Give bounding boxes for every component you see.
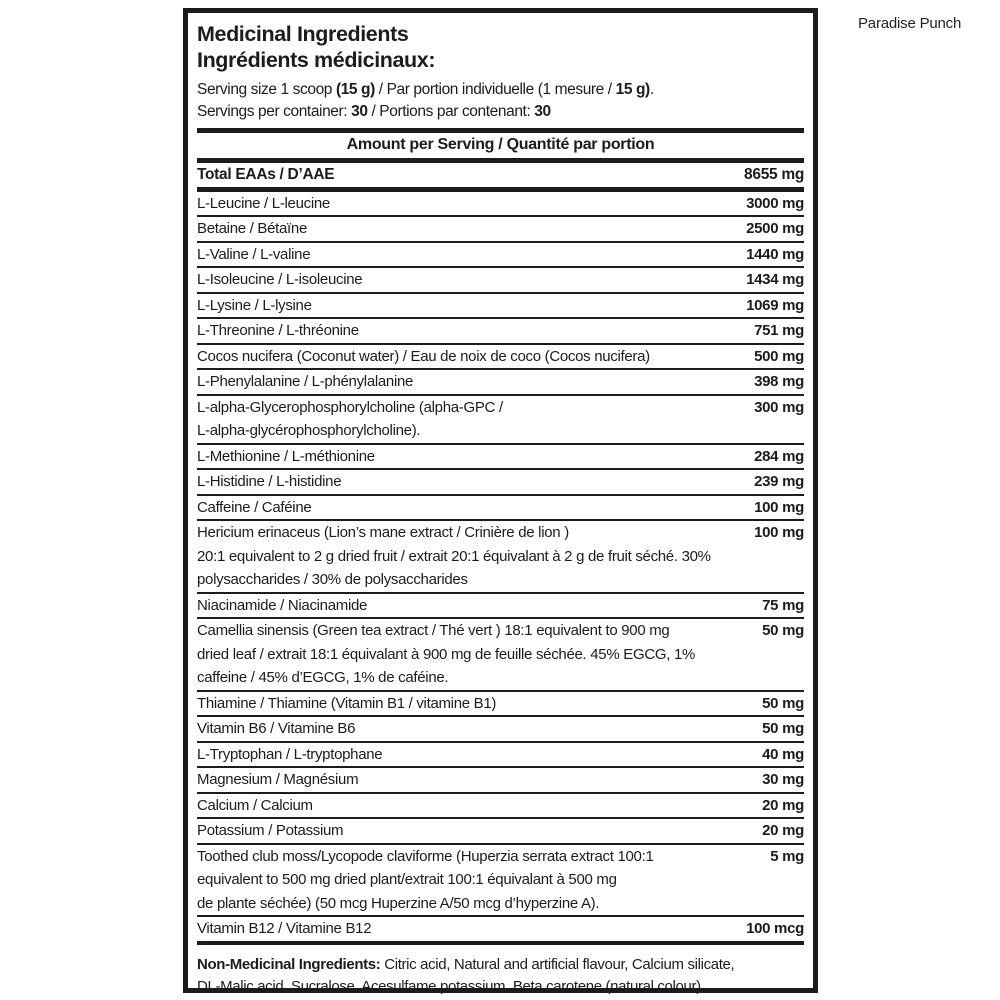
ingredient-row	[197, 319, 804, 345]
ingredient-name: L-Threonine / L-thréonine	[197, 322, 359, 339]
ingredient-row-main	[197, 917, 804, 941]
ingredient-row	[197, 370, 804, 396]
ingredient-row	[197, 496, 804, 522]
servings-per-container-line	[197, 101, 804, 123]
ingredient-description-line: L-alpha-glycérophosphorylcholine).	[197, 422, 421, 439]
ingredient-row	[197, 163, 804, 192]
ingredient-row-main	[197, 496, 804, 520]
ingredient-description-line: de plante séchée) (50 mcg Huperzine A/50 mcg d’hyperzine A).	[197, 894, 600, 912]
ingredient-row	[197, 243, 804, 269]
ingredient-amount: 20 mg	[762, 796, 804, 814]
ingredient-description-line: polysaccharides / 30% de polysaccharides	[197, 571, 468, 588]
ingredient-name: Total EAAs / D’AAE	[197, 166, 335, 183]
non-medicinal-line-2: DL-Malic acid, Sucralose, Acesulfame potassium, Beta carotene (natural colour).	[197, 977, 705, 995]
ingredient-name: Potassium / Potassium	[197, 822, 344, 839]
ingredient-name: L-Histidine / L-histidine	[197, 473, 342, 490]
ingredient-row-main	[197, 445, 804, 469]
non-medicinal-section	[197, 954, 804, 998]
ingredient-name: Cocos nucifera (Coconut water) / Eau de noix de coco (Cocos nucifera)	[197, 347, 650, 365]
ingredient-row	[197, 345, 804, 371]
ingredient-name: Betaine / Bétaïne	[197, 220, 307, 237]
ingredient-row	[197, 619, 804, 692]
ingredient-row-main	[197, 845, 804, 869]
ingredient-amount: 2500 mg	[746, 220, 804, 237]
ingredient-amount: 50 mg	[762, 720, 804, 737]
ingredient-name: Magnesium / Magnésium	[197, 771, 359, 788]
ingredient-amount: 3000 mg	[746, 194, 804, 212]
ingredient-row-main	[197, 743, 804, 767]
ingredient-row	[197, 743, 804, 769]
ingredient-amount: 8655 mg	[744, 166, 804, 183]
ingredient-row-main	[197, 319, 804, 343]
servings-count-text: Servings per container:	[197, 102, 352, 120]
ingredient-row	[197, 396, 804, 445]
serving-size-weight: (15 g)	[335, 81, 375, 98]
ingredient-name: L-Lysine / L-lysine	[197, 296, 312, 314]
ingredient-amount: 1434 mg	[746, 271, 804, 288]
ingredient-row	[197, 594, 804, 620]
ingredient-row-main	[197, 619, 804, 643]
ingredient-amount: 50 mg	[762, 622, 804, 639]
ingredient-amount: 100 mg	[754, 498, 804, 516]
ingredient-row	[197, 845, 804, 918]
ingredient-row-main	[197, 396, 804, 420]
ingredient-row-main	[197, 294, 804, 318]
ingredient-row-main	[197, 345, 804, 369]
serving-size-text: Serving size 1 scoop	[197, 81, 336, 98]
ingredient-name: Calcium / Calcium	[197, 796, 313, 814]
ingredient-amount: 20 mg	[762, 822, 804, 839]
ingredient-name: Caffeine / Caféine	[197, 498, 312, 516]
ingredient-name: L-Valine / L-valine	[197, 245, 311, 263]
ingredient-row-main	[197, 594, 804, 618]
ingredient-name: Camellia sinensis (Green tea extract / Thé vert ) 18:1 equivalent to 900 mg	[197, 622, 670, 639]
ingredient-row	[197, 445, 804, 471]
ingredient-amount: 500 mg	[754, 347, 804, 365]
ingredient-amount: 284 mg	[754, 447, 804, 465]
ingredient-row	[197, 294, 804, 320]
ingredient-row	[197, 192, 804, 218]
ingredient-name: L-Tryptophan / L-tryptophane	[197, 745, 383, 763]
ingredient-name: L-Phenylalanine / L-phénylalanine	[197, 373, 414, 390]
ingredient-row-main	[197, 243, 804, 267]
ingredient-name: L-Methionine / L-méthionine	[197, 447, 375, 465]
amount-per-serving-header: Amount per Serving / Quantité par portion	[346, 136, 655, 153]
non-medicinal-text-1: Citric acid, Natural and artificial flavour, Calcium silicate,	[380, 955, 735, 973]
ingredient-name: Toothed club moss/Lycopode claviforme (Huperzia serrata extract 100:1	[197, 847, 654, 865]
serving-size-weight-fr: 15 g)	[615, 81, 650, 98]
ingredient-row-main	[197, 268, 804, 292]
ingredient-row-main	[197, 470, 804, 494]
serving-size-period: .	[649, 81, 654, 98]
ingredient-row-main	[197, 768, 804, 792]
ingredient-row	[197, 768, 804, 794]
ingredient-table	[197, 163, 804, 945]
ingredient-row-main	[197, 370, 804, 394]
ingredient-amount: 40 mg	[762, 745, 804, 763]
ingredient-name: Vitamin B6 / Vitamine B6	[197, 720, 356, 737]
panel-title-en: Medicinal Ingredients	[197, 22, 409, 46]
servings-count-text-fr: / Portions par contenant:	[367, 102, 535, 120]
ingredient-row	[197, 917, 804, 945]
ingredient-name: L-alpha-Glycerophosphorylcholine (alpha-GPC /	[197, 398, 503, 416]
ingredient-row	[197, 470, 804, 496]
ingredient-row	[197, 217, 804, 243]
ingredient-name: Thiamine / Thiamine (Vitamin B1 / vitamine B1)	[197, 694, 497, 712]
servings-count-value: 30	[351, 102, 368, 120]
ingredient-amount: 239 mg	[754, 473, 804, 490]
ingredient-amount: 100 mg	[754, 524, 804, 541]
ingredient-row-main	[197, 717, 804, 741]
ingredient-row	[197, 717, 804, 743]
ingredient-row	[197, 819, 804, 845]
ingredient-description-line: dried leaf / extrait 18:1 équivalant à 900 mg de feuille séchée. 45% EGCG, 1%	[197, 645, 696, 663]
ingredient-row-main	[197, 521, 804, 545]
medicinal-ingredients-panel	[183, 8, 818, 993]
ingredient-amount: 30 mg	[762, 771, 804, 788]
ingredient-row	[197, 794, 804, 820]
ingredient-amount: 100 mcg	[746, 920, 804, 937]
ingredient-amount: 50 mg	[762, 694, 804, 712]
ingredient-row-main	[197, 692, 804, 716]
ingredient-row-main	[197, 163, 804, 187]
ingredient-row	[197, 268, 804, 294]
panel-title-block	[197, 21, 804, 73]
ingredient-row-main	[197, 217, 804, 241]
ingredient-name: Vitamin B12 / Vitamine B12	[197, 920, 372, 937]
flavor-name: Paradise Punch	[858, 15, 962, 32]
ingredient-amount: 1069 mg	[746, 296, 804, 314]
ingredient-name: L-Leucine / L-leucine	[197, 194, 330, 212]
panel-title-fr: Ingrédients médicinaux:	[197, 48, 436, 72]
ingredient-row-main	[197, 192, 804, 216]
ingredient-amount: 398 mg	[754, 373, 804, 390]
serving-size-text-fr: / Par portion individuelle (1 mesure /	[374, 81, 616, 98]
ingredient-amount: 300 mg	[754, 398, 804, 416]
ingredient-amount: 1440 mg	[746, 245, 804, 263]
ingredient-description-line: 20:1 equivalent to 2 g dried fruit / extrait 20:1 équivalant à 2 g de fruit séché. 30%	[197, 547, 711, 565]
ingredient-name: L-Isoleucine / L-isoleucine	[197, 271, 363, 288]
non-medicinal-label: Non-Medicinal Ingredients:	[197, 955, 381, 973]
ingredient-amount: 751 mg	[754, 322, 804, 339]
ingredient-name: Niacinamide / Niacinamide	[197, 596, 368, 614]
ingredient-description-line: caffeine / 45% d’EGCG, 1% de caféine.	[197, 669, 449, 686]
servings-count-value-fr: 30	[534, 102, 551, 120]
ingredient-name: Hericium erinaceus (Lion’s mane extract / Crinière de lion )	[197, 524, 569, 541]
ingredient-row-main	[197, 794, 804, 818]
ingredient-row	[197, 521, 804, 594]
non-medicinal-line-1	[197, 954, 804, 976]
ingredient-row	[197, 692, 804, 718]
ingredient-amount: 5 mg	[770, 847, 804, 865]
serving-size-line	[197, 79, 804, 101]
ingredient-amount: 75 mg	[762, 596, 804, 614]
ingredient-row-main	[197, 819, 804, 843]
ingredient-description-line: equivalent to 500 mg dried plant/extrait 100:1 équivalant à 500 mg	[197, 871, 617, 888]
